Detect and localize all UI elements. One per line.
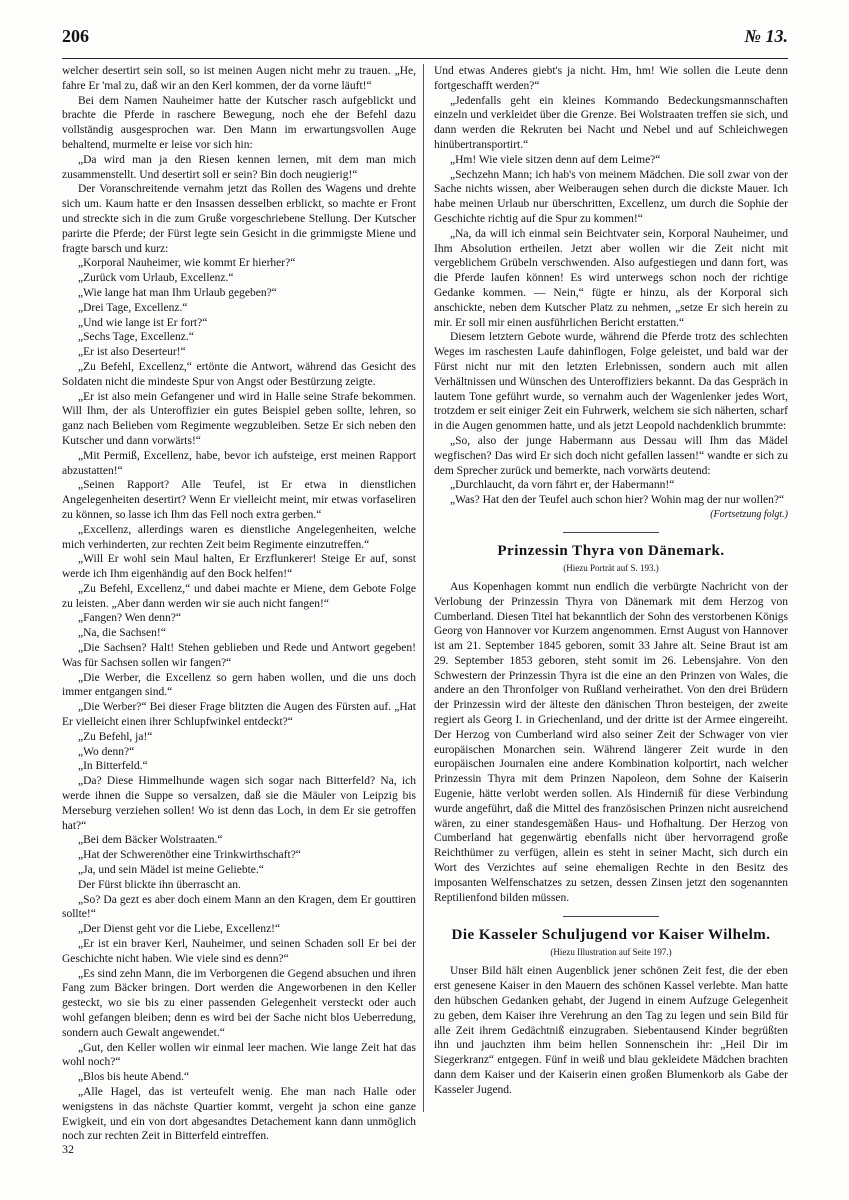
story-paragraph: „Zu Befehl, Excellenz,“ und dabei machte er Miene, dem Gebote Folge zu leisten. „Aber dann werden wir sie auch nicht fangen!“ — [62, 582, 416, 610]
story-paragraph: „Wo denn?“ — [78, 745, 135, 758]
story-paragraph: Und etwas Anderes giebt's ja nicht. Hm, hm! Wie sollen die Leute denn fortgeschafft werden?“ — [434, 65, 788, 92]
page-number: 206 — [62, 26, 89, 46]
story-paragraph: „Die Werber, die Excellenz so gern haben wollen, und die uns doch immer entgangen sind.“ — [62, 671, 416, 699]
page-header — [62, 26, 788, 52]
story-paragraph: „Korporal Nauheimer, wie kommt Er hierher?“ — [78, 257, 296, 270]
story-paragraph: „Ja, und sein Mädel ist meine Geliebte.“ — [78, 864, 264, 877]
story-paragraph: „Hat der Schwerenöther eine Trinkwirthschaft?“ — [78, 849, 301, 862]
story-paragraph: „Excellenz, allerdings waren es dienstliche Angelegenheiten, welche mich verhinderten, zur rechten Zeit beim Regimente einzutreffen.“ — [62, 523, 416, 551]
story-paragraph: „Zu Befehl, Excellenz,“ ertönte die Antwort, während das Gesicht des Soldaten nicht die mindeste Spur von Angst oder Bestürzung zeigte. — [62, 360, 416, 388]
story-paragraph: „In Bitterfeld.“ — [78, 760, 148, 773]
story-paragraph: „Na, die Sachsen!“ — [78, 627, 166, 640]
story-paragraph: „Gut, den Keller wollen wir einmal leer machen. Wie lange Zeit hat das wohl noch?“ — [62, 1041, 416, 1069]
story-paragraph: „Wie lange hat man Ihm Urlaub gegeben?“ — [78, 286, 277, 299]
story-paragraph: „Mit Permiß, Excellenz, habe, bevor ich aufsteige, erst meinen Rapport abzustatten!“ — [62, 449, 416, 477]
story-paragraph: „Blos bis heute Abend.“ — [78, 1071, 190, 1084]
story-paragraph: Der Fürst blickte ihn überrascht an. — [78, 878, 241, 891]
story-paragraph: „Er ist also Deserteur!“ — [78, 346, 186, 359]
story-paragraph: „Bei dem Bäcker Wolstraaten.“ — [78, 834, 223, 847]
header-rule — [62, 58, 788, 59]
story-paragraph: „Es sind zehn Mann, die im Verborgenen die Gegend absuchen und ihren Fang zum Bäcker bringen. Dort werden die Angeworbenen in den Keller gesteckt, wo sie bis zu einer passenden Gelegenheit versteckt oder auch wohl gefangen bleiben; denn es wird bei der Sache nicht blos Ueberredung, sondern auch Gewalt angewendet.“ — [62, 967, 416, 1039]
column-divider — [423, 64, 424, 1112]
story-paragraph: „Sechs Tage, Excellenz.“ — [78, 331, 194, 344]
story-paragraph: „Seinen Rapport? Alle Teufel, ist Er etwa in dienstlichen Angelegenheiten desertirt? Wenn Er vielleicht meint, mir etwas vorfaseliren zu können, so lasse ich Ihm das Fell noch extra gerben.“ — [62, 479, 416, 521]
story-paragraph: „Drei Tage, Excellenz.“ — [78, 301, 188, 314]
story-paragraph: Bei dem Namen Nauheimer hatte der Kutscher rasch aufgeblickt und brachte die Pferde in raschere Bewegung, noch ehe der Befehl dazu vollständig ausgesprochen war. Den Mann im erwartungsvollen Auge behaltend, murmelte er leise vor sich hin: — [62, 94, 416, 151]
sheet-signature: 32 — [62, 1142, 74, 1156]
story-paragraph: welcher desertirt sein soll, so ist meinen Augen nicht mehr zu trauen. „He, fahre Er 'mal zu, daß wir an den Kerl kommen, der da vorne läuft!“ — [62, 65, 416, 92]
story-paragraph: „Sechzehn Mann; ich hab's von meinem Mädchen. Die soll zwar von der Sache nichts wissen, aber Weiberaugen sehen durch die dickste Mauer. Ich habe meinen Urlaub nur überschritten, Excellenz, um durch die Sophie der Geschichte richtig auf die Spur zu kommen!“ — [434, 168, 788, 225]
story-paragraph: „Will Er wohl sein Maul halten, Er Erzflunkerer! Steige Er auf, sonst werde ich Ihm eigenhändig auf den Bock helfen!“ — [62, 553, 416, 581]
story-paragraph: „Was? Hat den der Teufel auch schon hier? Wohin mag der nur wollen?“ — [450, 494, 785, 507]
story-paragraph: „Die Werber?“ Bei dieser Frage blitzten die Augen des Fürsten auf. „Hat Er vielleicht einen ihrer Schlupfwinkel entdeckt?“ — [62, 701, 416, 729]
story-paragraph: „Und wie lange ist Er fort?“ — [78, 316, 208, 329]
story-paragraph: Der Voranschreitende vernahm jetzt das Rollen des Wagens und drehte sich um. Kaum hatte er den Insassen desselben erblickt, so machte er Front und streckte sich in die zum Gruße vorgeschriebene Stellung. Der Kutscher parirte die Pferde; der Fürst legte sein Gesicht in die grimmigste Miene und fragte barsch und kurz: — [62, 183, 416, 255]
article-title-thyra: Prinzessin Thyra von Dänemark. — [497, 542, 725, 559]
section-divider — [563, 532, 659, 533]
issue-number: № 13. — [744, 26, 788, 46]
story-paragraph: „Er ist ein braver Kerl, Nauheimer, und seinen Schaden soll Er bei der Geschichte nicht haben. Wie viele sind es denn?“ — [62, 938, 416, 965]
story-paragraph: „Da? Diese Himmelhunde wagen sich sogar nach Bitterfeld? Na, ich werde ihnen die Suppe so versalzen, daß sie die Mäuler von Leipzig bis Merseburg verziehen sollen! Wo ist denn das Loch, in dem Er sie getroffen hat?“ — [62, 775, 416, 832]
story-paragraph: „So, also der junge Habermann aus Dessau will Ihm das Mädel wegfischen? Das wird Er sich doch nicht gefallen lassen!“ wandte er sich zu dem Sprecher zurück und bemerkte, nach vorwärts deutend: — [434, 434, 788, 477]
article-subtitle-thyra: (Hiezu Porträt auf S. 193.) — [563, 562, 659, 573]
article-body-thyra: Aus Kopenhagen kommt nun endlich die verbürgte Nachricht von der Verlobung der Prinzessin Thyra von Dänemark mit dem Herzog von Cumberland. Diesen Titel hat bekanntlich der Sohn des verstorbenen Königs Georg von Hannover vor Kurzem angenommen. Ernst August von Hannover ist am 21. September 1845 geboren, somit 33 Jahre alt. Seine Braut ist am 29. September 1853 geboren, steht somit im 26. Lebensjahre. Von den Schwestern der Prinzessin Thyra ist die eine an den Prinzen von Wales, die andere an den Thronfolger von Rußland verheirathet. Von den drei Brüdern der Prinzessin wird der älteste den dänischen Thron besteigen, der zweite regiert als Georg I. in Griechenland, und der dritte ist der Armee eingereiht. Der Herzog von Cumberland wird also seiner Zeit der Schwager von vier europäischen Monarchen sein. Während längerer Zeit wurde in den europäischen Journalen eine andere Kombination kolportirt, nach welcher Prinzessin Thyra mit dem Prinzen Napoleon, dem Sohne der Kaiserin Eugenie, hätte verlobt werden sollen. Als Hinderniß für diese Verbindung wurde angeführt, daß die Mittel des französischen Prinzen nicht ausreichend wären, zu einer standesgemäßen Haus- und Hofhaltung. Der Herzog von Cumberland hat gegenwärtig ebenfalls nicht über hervorragend große Reichthümer zu verfügen, allein es steht in seiner Macht, sich durch ein Wort des Verzichtes auf seine ehemaligen Rechte in den Besitz des imposanten Welfenschatzes zu setzen, dessen Zinsen jetzt den sogenannten Reptilienfond bilden müssen. — [434, 580, 788, 904]
story-paragraph: „Alle Hagel, das ist verteufelt wenig. Ehe man nach Halle oder wenigstens in das nächste Quartier kommt, vergeht ja schon eine ganze Ewigkeit, und ein von dort abgesandtes Detachement kann dann unmöglich noch zur rechten Zeit in Bitterfeld eintreffen. — [62, 1085, 416, 1143]
story-paragraph: „Na, da will ich einmal sein Beichtvater sein, Korporal Nauheimer, und Ihm Absolution ertheilen. Jetzt aber wollen wir die Zeit nicht mit vergeblichem Grübeln verschwenden. Also aufgestiegen und dann fort, was die Pferde laufen können! Es wird unterwegs schon noch der richtige Gedanke kommen. — Nein,“ fügte er hinzu, als der Korporal sich anschickte, neben dem Kutscher Platz zu nehmen, „setze Er sich herein zu mir. Er soll mir einen ausführlichen Bericht erstatten.“ — [434, 227, 788, 329]
story-paragraph: „Hm! Wie viele sitzen denn auf dem Leime?“ — [450, 153, 661, 166]
story-paragraph: „Durchlaucht, da vorn fährt er, der Habermann!“ — [450, 479, 675, 492]
left-column — [62, 64, 416, 1143]
story-paragraph: „Er ist also mein Gefangener und wird in Halle seine Strafe bekommen. Will Ihm, der als Unteroffizier ein gutes Beispiel geben sollte, lehren, so ganz nach Belieben vom Regimente wegzubleiben. Setze Er sich neben den Kutscher und dann vorwärts!“ — [62, 390, 416, 447]
story-paragraph: „Die Sachsen? Halt! Stehen geblieben und Rede und Antwort gegeben! Was für Sachsen sollen wir fangen?“ — [62, 642, 416, 669]
story-paragraph: „Jedenfalls geht ein kleines Kommando Bedeckungsmannschaften einzeln und verkleidet über die Grenze. Bei Wolstraaten treffen sie sich, und dann werden die Rekruten bei Nacht und Nebel und auf Schleichwegen hinübertransportirt.“ — [434, 94, 788, 151]
story-paragraph: „Zu Befehl, ja!“ — [78, 730, 153, 743]
continued-note: (Fortsetzung folgt.) — [710, 508, 788, 520]
story-paragraph: „So? Da gezt es aber doch einem Mann an den Kragen, dem Er gouttiren sollte!“ — [62, 893, 416, 921]
article-body-kassel: Unser Bild hält einen Augenblick jener schönen Zeit fest, die der eben erst genesene Kaiser in den Mauern des schönen Kassel verlebte. Man hatte den hübschen Gedanken gehabt, der Jugend in einem Aufzuge Gelegenheit zu geben, dem Kaiser ihre Verehrung an den Tag zu legen und sein Bild für alle Zeit ihrem Gedächtniß einzugraben. Siebentausend Kinder begrüßten ihn und jauchzten ihm beim hellen Sonnenschein ihr: „Heil Dir im Siegerkranz“ entgegen. Fünf in weiß und blau gekleidete Mädchen brachten dann dem Kaiser und der Kaiserin einen großen Blumenkorb als Gabe der Kasseler Jugend. — [434, 965, 788, 1096]
story-paragraph: Diesem letztern Gebote wurde, während die Pferde trotz des schlechten Weges im raschesten Laufe dahinflogen, Folge geleistet, und bald war der Fürst nicht nur mit den letzten Erlebnissen, sondern auch mit allen Verhältnissen und Wünschen des Unteroffiziers bekannt. Da das Gespräch in lautem Tone geführt wurde, so vernahm auch der Wagenlenker jedes Wort, trotzdem er seit einiger Zeit ein Fuhrwerk, welchem sie sich näherten, scharf in die Augen genommen hatte, und als jetzt Leopold nachdenklich brummte: — [434, 331, 788, 433]
section-divider — [563, 916, 659, 917]
article-title-kassel: Die Kasseler Schuljugend vor Kaiser Wilhelm. — [451, 927, 771, 944]
story-paragraph: „Da wird man ja den Riesen kennen lernen, mit dem man mich zusammenstellt. Und desertirt soll er sein? Bin doch neugierig!“ — [62, 153, 416, 181]
story-paragraph: „Zurück vom Urlaub, Excellenz.“ — [78, 272, 234, 285]
article-subtitle-kassel: (Hiezu Illustration auf Seite 197.) — [550, 947, 672, 958]
story-paragraph: „Fangen? Wen denn?“ — [78, 612, 181, 625]
right-column — [434, 64, 788, 1124]
story-paragraph: „Der Dienst geht vor die Liebe, Excellenz!“ — [78, 923, 281, 936]
